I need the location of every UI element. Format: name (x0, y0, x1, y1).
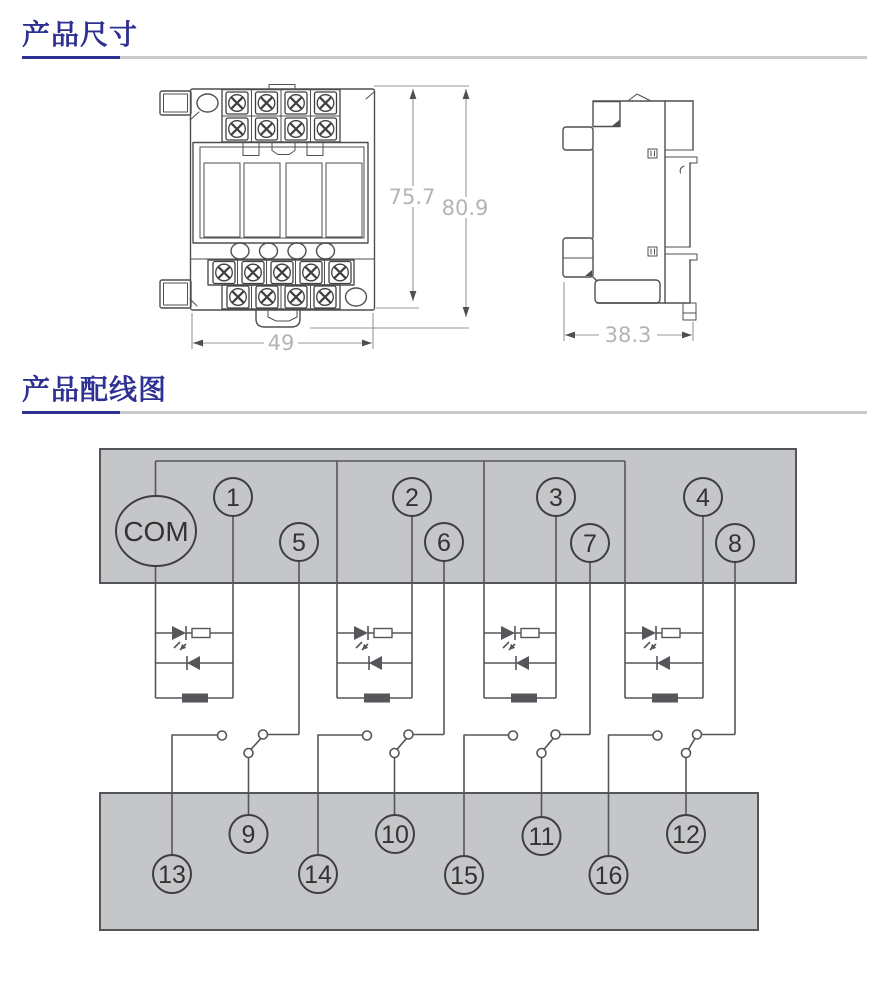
terminal-8 (716, 524, 754, 562)
optocoupler-channel-3 (484, 626, 556, 703)
terminal-15 (445, 856, 483, 894)
terminal-5 (280, 523, 318, 561)
terminal-label-com: COM (123, 515, 189, 547)
svg-text:16: 16 (594, 861, 623, 890)
svg-text:8: 8 (728, 529, 742, 558)
svg-text:2: 2 (405, 483, 419, 512)
diode-icon (516, 656, 529, 670)
led-emission-arrows (174, 642, 186, 650)
diode-icon (657, 656, 670, 670)
wiring-bottom-terminal-strip (100, 793, 758, 930)
terminal-3 (537, 478, 575, 516)
svg-text:11: 11 (528, 822, 555, 851)
switch-blade (544, 739, 553, 750)
svg-text:15: 15 (450, 861, 478, 890)
svg-text:13: 13 (158, 860, 186, 889)
mounting-hole-top (197, 94, 218, 112)
svg-text:14: 14 (304, 860, 332, 889)
terminal-1 (214, 478, 252, 516)
led-emission-arrows (644, 642, 656, 650)
terminal-com (116, 496, 196, 566)
switch-blade (251, 739, 261, 750)
terminal-10 (376, 815, 414, 853)
led-icon (172, 626, 186, 640)
terminal-14 (299, 855, 337, 893)
svg-text:4: 4 (696, 483, 710, 512)
dimension-label-width: 49 (267, 331, 295, 355)
coil-icon (511, 694, 537, 703)
optocoupler-channel-1 (156, 626, 234, 703)
terminal-6 (425, 523, 463, 561)
section-heading-dimensions: 产品尺寸 (22, 19, 139, 50)
terminal-7 (571, 524, 609, 562)
led-icon (642, 626, 656, 640)
diode-icon (187, 656, 200, 670)
terminal-11 (523, 817, 561, 855)
mounting-hole-bottom (346, 288, 367, 306)
terminal-12 (667, 815, 705, 853)
coil-icon (182, 694, 208, 703)
terminal-4 (684, 478, 722, 516)
side-view (563, 94, 697, 320)
led-emission-arrows (503, 642, 515, 650)
svg-text:6: 6 (437, 528, 451, 557)
dimension-label-height-outer: 80.9 (441, 196, 489, 220)
optocoupler-channel-4 (625, 626, 703, 703)
svg-text:12: 12 (672, 820, 700, 849)
terminal-2 (393, 478, 431, 516)
coil-icon (364, 694, 390, 703)
svg-text:3: 3 (549, 483, 563, 512)
din-clip (256, 310, 300, 327)
led-emission-arrows (356, 642, 368, 650)
switch-blade (689, 739, 695, 749)
svg-text:9: 9 (241, 820, 256, 849)
switch-blade (397, 739, 406, 750)
front-indicator-row (231, 243, 335, 259)
diode-icon (369, 656, 382, 670)
coil-icon (652, 694, 678, 703)
terminal-16 (590, 856, 628, 894)
wiring-diagram (100, 449, 796, 930)
wiring-top-terminal-strip (100, 449, 796, 583)
front-relay-panel (193, 143, 368, 244)
terminal-9 (230, 815, 268, 853)
svg-text:5: 5 (292, 528, 306, 557)
svg-text:7: 7 (583, 529, 597, 558)
led-icon (354, 626, 368, 640)
svg-text:1: 1 (226, 483, 240, 512)
terminal-13 (153, 855, 191, 893)
section-heading-wiring: 产品配线图 (22, 374, 168, 405)
resistor-icon (192, 629, 210, 638)
svg-text:10: 10 (381, 820, 409, 849)
resistor-icon (374, 629, 392, 638)
dimension-label-height-inner: 75.7 (388, 185, 436, 209)
led-icon (501, 626, 515, 640)
optocoupler-channel-2 (337, 626, 412, 703)
resistor-icon (662, 629, 680, 638)
side-view-dimensions (564, 282, 693, 347)
resistor-icon (521, 629, 539, 638)
front-view (160, 85, 375, 328)
dimension-label-depth: 38.3 (604, 323, 652, 347)
front-top-terminal-block (222, 90, 340, 143)
